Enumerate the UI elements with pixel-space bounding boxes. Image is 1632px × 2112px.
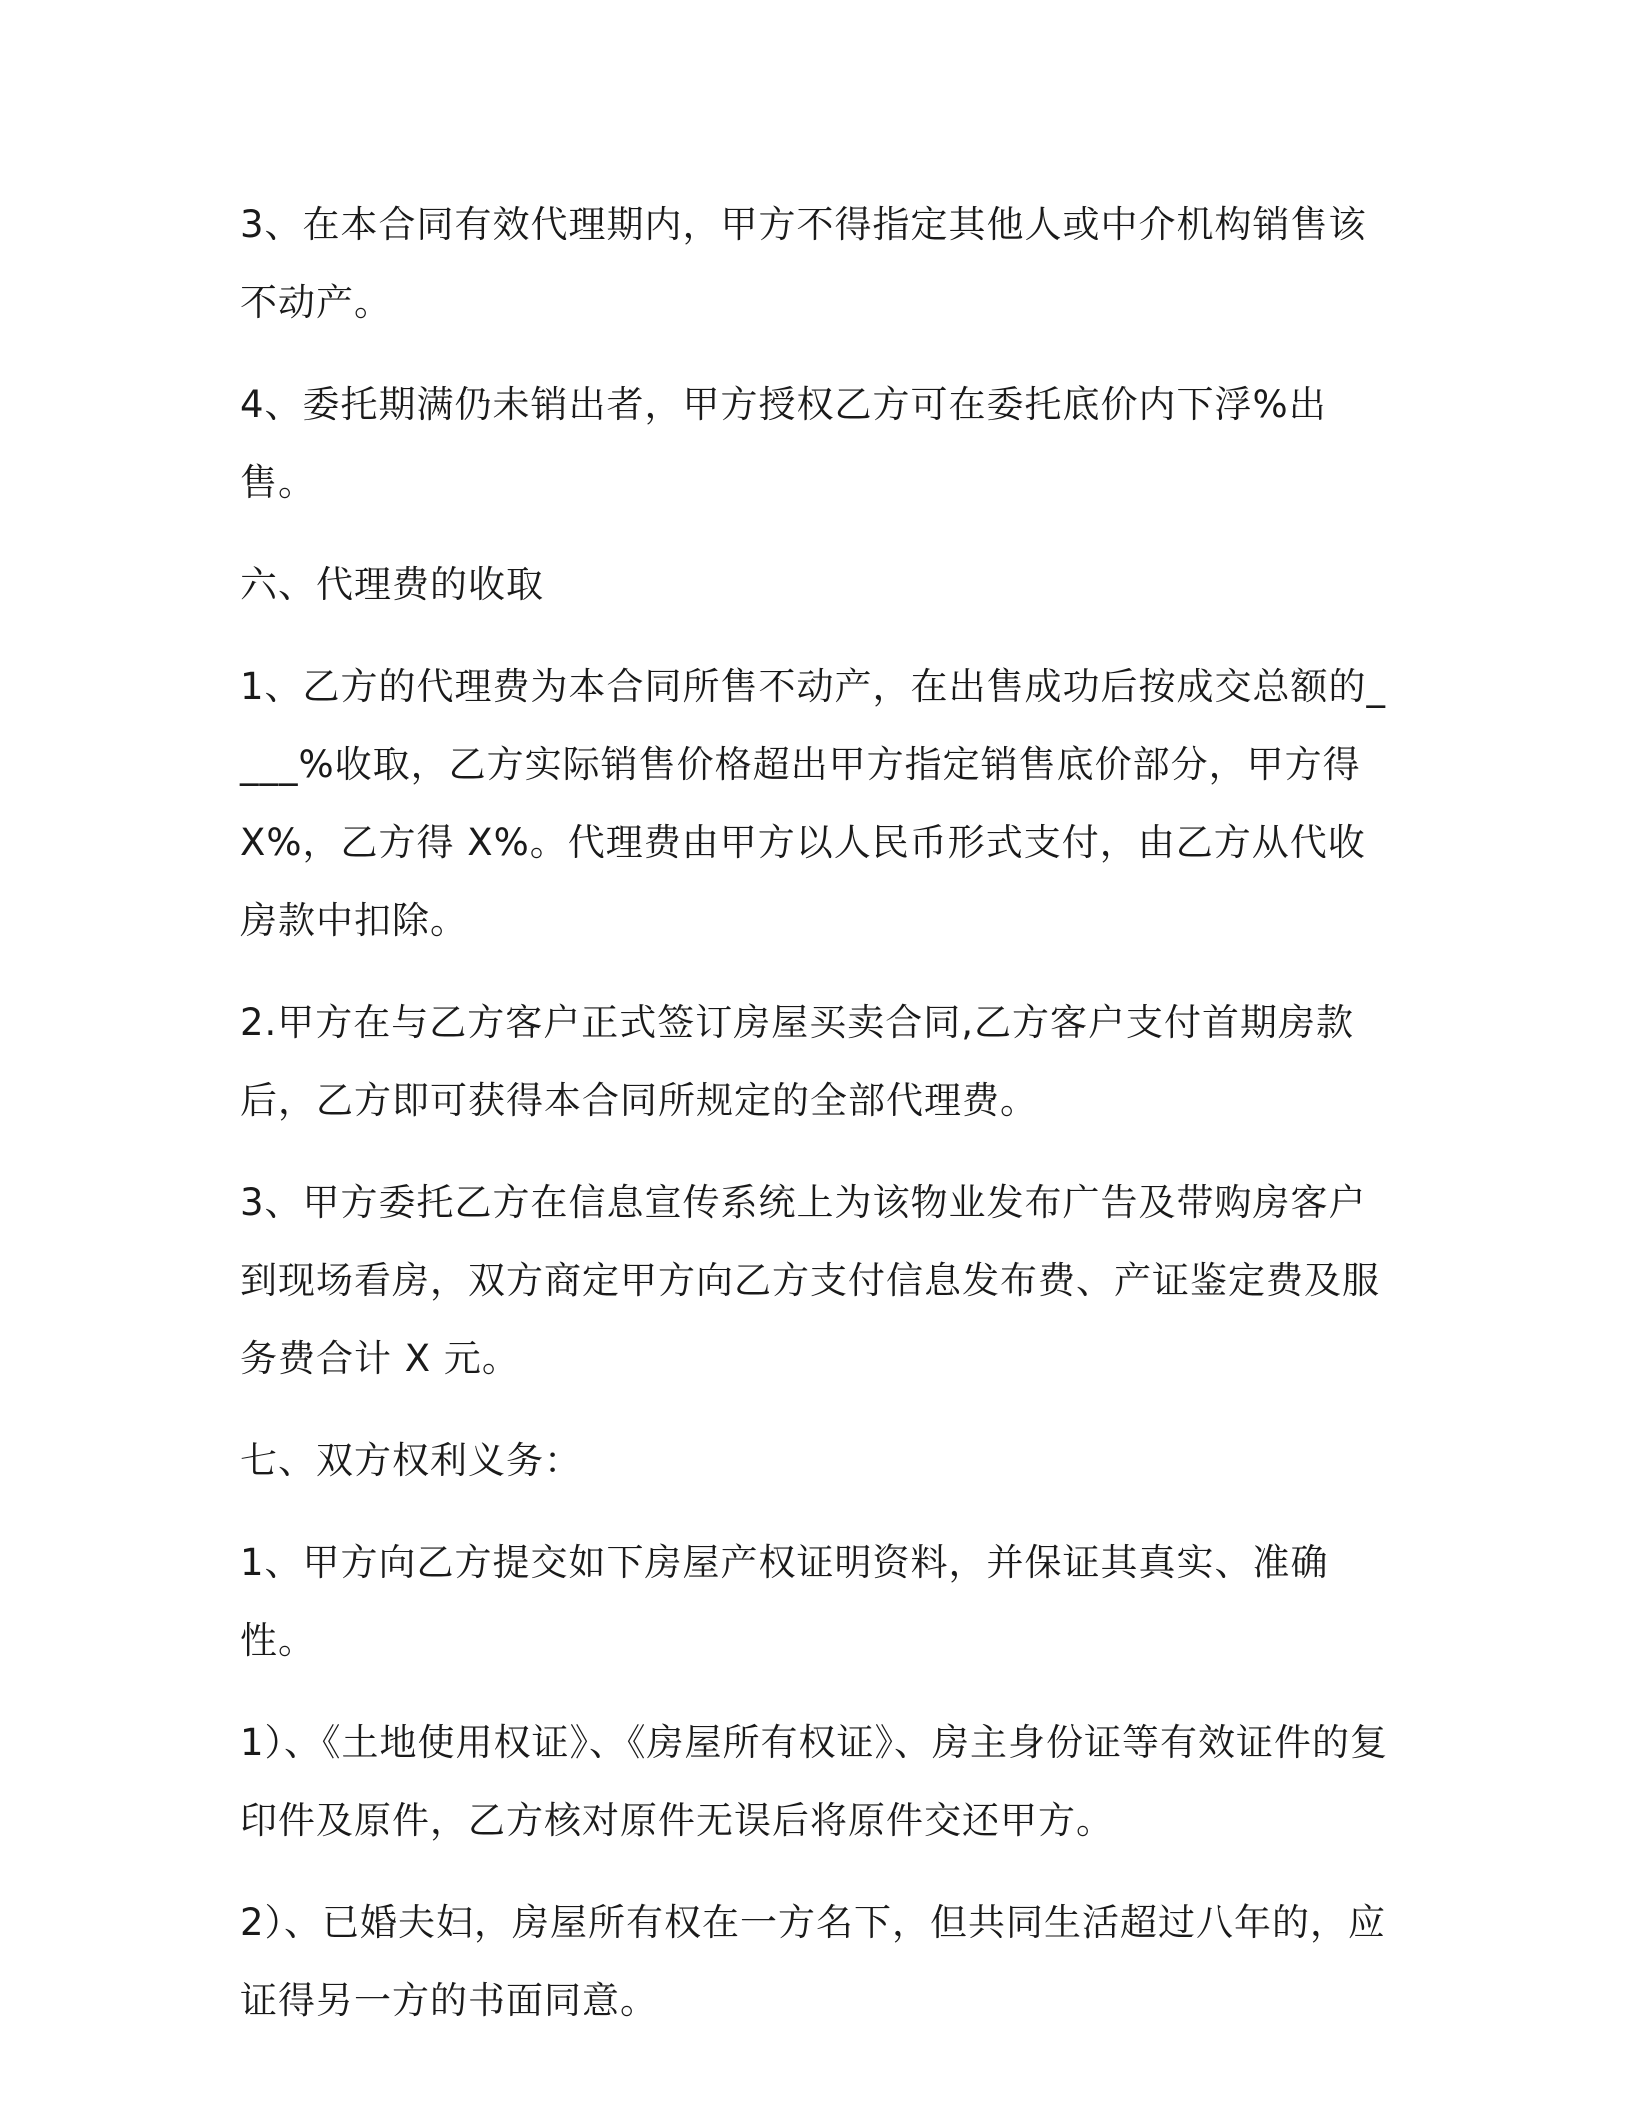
section-heading: 六、代理费的收取 bbox=[240, 563, 544, 606]
clause-paragraph: 1）、《土地使用权证》、《房屋所有权证》、房主身份证等有效证件的复印件及原件，乙方核对原件无误后将原件交还甲方。 bbox=[240, 1721, 1389, 1842]
clause-paragraph: 2.甲方在与乙方客户正式签订房屋买卖合同,乙方客户支付首期房款后，乙方即可获得本合同所规定的全部代理费。 bbox=[240, 1001, 1355, 1122]
clause-paragraph: 3、甲方委托乙方在信息宣传系统上为该物业发布广告及带购房客户到现场看房，双方商定甲方向乙方支付信息发布费、产证鉴定费及服务费合计 X 元。 bbox=[240, 1181, 1380, 1380]
clause-paragraph: 3、在本合同有效代理期内，甲方不得指定其他人或中介机构销售该不动产。 bbox=[240, 203, 1367, 324]
clause-paragraph: 1、乙方的代理费为本合同所售不动产，在出售成功后按成交总额的____%收取，乙方实际销售价格超出甲方指定销售底价部分，甲方得X%，乙方得 X%。代理费由甲方以人民币形式支付，由乙方从代收房款中扣除。 bbox=[240, 665, 1387, 942]
clause-paragraph: 1、甲方向乙方提交如下房屋产权证明资料，并保证其真实、准确性。 bbox=[240, 1541, 1329, 1662]
clause-paragraph: 2）、已婚夫妇，房屋所有权在一方名下，但共同生活超过八年的，应证得另一方的书面同意。 bbox=[240, 1901, 1387, 2022]
clause-paragraph: 4、委托期满仍未销出者，甲方授权乙方可在委托底价内下浮%出售。 bbox=[240, 383, 1327, 504]
section-heading: 七、双方权利义务： bbox=[240, 1439, 582, 1482]
